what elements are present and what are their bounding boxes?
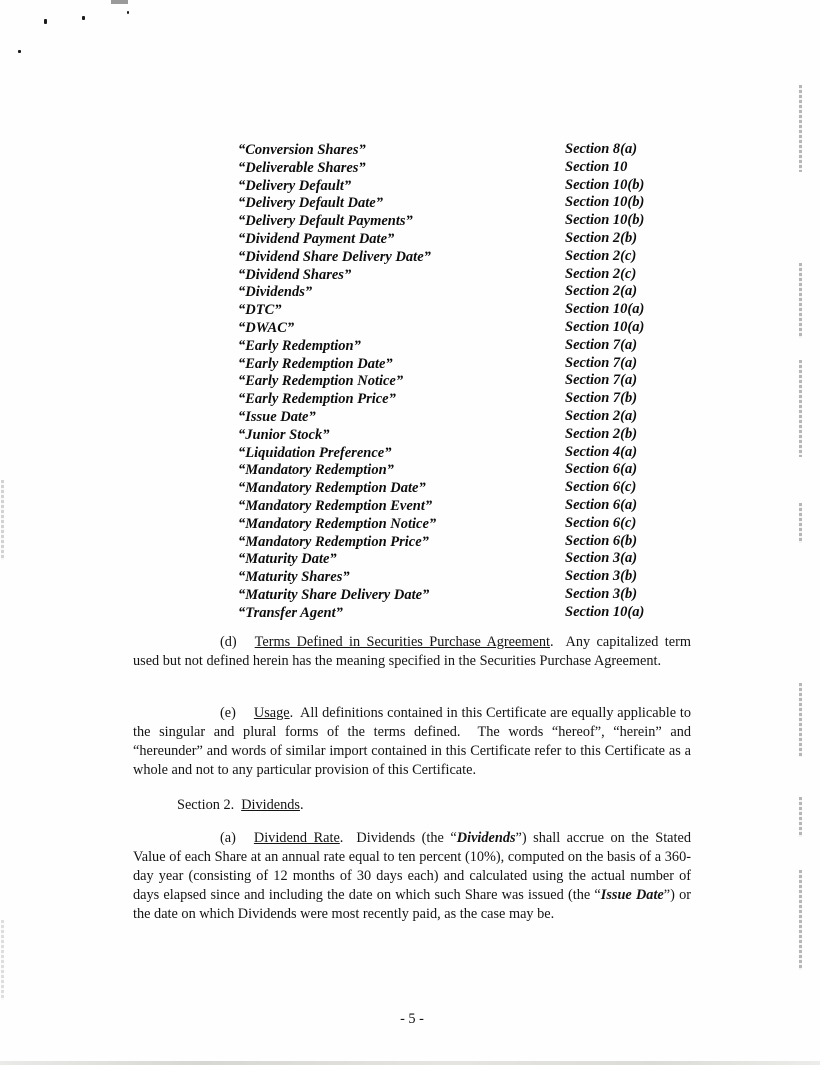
paragraph-d-label: (d) <box>220 634 237 650</box>
scan-speck <box>82 16 85 20</box>
section-2-label: Section 2. <box>177 797 235 813</box>
scan-edge-line <box>799 683 802 757</box>
term-section-ref: Section 2(c) <box>565 265 637 282</box>
scan-speck <box>127 11 129 14</box>
section-2-title: Dividends. <box>241 797 304 813</box>
term-section-ref: Section 10(b) <box>565 176 645 193</box>
section-2-heading <box>133 796 691 815</box>
scan-edge-line <box>799 870 802 970</box>
scan-edge-line <box>799 797 802 837</box>
term-name: “Junior Stock” <box>238 426 330 443</box>
defined-terms-list <box>238 141 708 622</box>
term-name: “Mandatory Redemption” <box>238 462 394 479</box>
term-row <box>238 372 708 390</box>
term-section-ref: Section 7(a) <box>565 336 638 353</box>
scan-edge-line <box>799 360 802 457</box>
term-row <box>238 266 708 284</box>
term-row <box>238 461 708 479</box>
term-row <box>238 355 708 373</box>
term-name: “Early Redemption” <box>238 337 361 354</box>
scan-edge-line <box>799 85 802 172</box>
term-row <box>238 337 708 355</box>
paragraph-a <box>133 829 691 924</box>
scan-speck <box>18 50 21 53</box>
term-row <box>238 319 708 337</box>
term-section-ref: Section 10(b) <box>565 212 645 229</box>
term-name: “Delivery Default Payments” <box>238 213 413 230</box>
term-row <box>238 479 708 497</box>
term-row <box>238 533 708 551</box>
term-section-ref: Section 10(a) <box>565 301 645 318</box>
term-row <box>238 586 708 604</box>
term-section-ref: Section 7(a) <box>565 354 638 371</box>
term-section-ref: Section 3(b) <box>565 585 638 602</box>
term-section-ref: Section 6(a) <box>565 461 638 478</box>
term-name: “Early Redemption Date” <box>238 355 393 372</box>
term-section-ref: Section 8(a) <box>565 141 638 157</box>
paragraph-d-text: Terms Defined in Securities Purchase Agreement. Any capitalized term used but not defined herein has the meaning specified in the Securities Purchase Agreement. <box>133 634 691 669</box>
term-section-ref: Section 6(b) <box>565 532 638 549</box>
term-name: “Transfer Agent” <box>238 604 343 621</box>
term-row <box>238 248 708 266</box>
term-row <box>238 212 708 230</box>
term-section-ref: Section 10 <box>565 158 628 175</box>
paragraph-e-label: (e) <box>220 705 236 721</box>
term-name: “Delivery Default” <box>238 177 352 194</box>
term-name: “DTC” <box>238 302 282 319</box>
term-section-ref: Section 4(a) <box>565 443 638 460</box>
term-row <box>238 568 708 586</box>
term-row <box>238 444 708 462</box>
paragraph-a-text: Dividend Rate. Dividends (the “Dividends”) shall accrue on the Stated Value of each Share at an annual rate equal to ten percent (10%), computed on the basis of a 360-day year (consisting of 12 months of 30 days each) and calculated using the actual number of days elapsed since and including the date on which such Share was issued (the “Issue Date”) or the date on which Dividends were most recently paid, as the case may be. <box>133 830 691 922</box>
paragraph-d <box>133 633 691 671</box>
scan-edge-line <box>1 920 4 1000</box>
term-section-ref: Section 2(a) <box>565 407 638 424</box>
term-section-ref: Section 2(a) <box>565 283 638 300</box>
term-name: “DWAC” <box>238 319 295 336</box>
scan-bottom-edge <box>0 1061 820 1065</box>
term-name: “Dividend Shares” <box>238 266 352 283</box>
term-section-ref: Section 10(a) <box>565 603 645 620</box>
scan-edge-line <box>799 263 802 338</box>
term-name: “Early Redemption Price” <box>238 391 396 408</box>
term-section-ref: Section 6(c) <box>565 514 637 531</box>
term-name: “Mandatory Redemption Event” <box>238 497 433 514</box>
term-name: “Maturity Share Delivery Date” <box>238 586 430 603</box>
term-name: “Delivery Default Date” <box>238 195 383 212</box>
page-number: - 5 - <box>400 1011 424 1027</box>
term-row <box>238 550 708 568</box>
paragraph-e <box>133 704 691 780</box>
term-section-ref: Section 10(a) <box>565 318 645 335</box>
term-name: “Dividends” <box>238 284 313 301</box>
term-section-ref: Section 2(b) <box>565 229 638 246</box>
term-row <box>238 141 708 159</box>
term-row <box>238 283 708 301</box>
term-row <box>238 159 708 177</box>
term-section-ref: Section 3(b) <box>565 568 638 585</box>
term-row <box>238 301 708 319</box>
term-row <box>238 408 708 426</box>
term-row <box>238 515 708 533</box>
term-section-ref: Section 6(c) <box>565 479 637 496</box>
term-name: “Liquidation Preference” <box>238 444 392 461</box>
term-row <box>238 194 708 212</box>
term-name: “Maturity Date” <box>238 551 337 568</box>
term-section-ref: Section 2(b) <box>565 425 638 442</box>
term-row <box>238 230 708 248</box>
term-name: “Early Redemption Notice” <box>238 373 404 390</box>
term-section-ref: Section 6(a) <box>565 496 638 513</box>
term-row <box>238 390 708 408</box>
scan-edge-line <box>1 480 4 560</box>
term-name: “Mandatory Redemption Notice” <box>238 515 437 532</box>
term-name: “Mandatory Redemption Date” <box>238 480 426 497</box>
term-name: “Deliverable Shares” <box>238 159 366 176</box>
term-name: “Issue Date” <box>238 408 316 425</box>
term-section-ref: Section 7(b) <box>565 390 638 407</box>
term-name: “Dividend Share Delivery Date” <box>238 248 431 265</box>
term-section-ref: Section 7(a) <box>565 372 638 389</box>
term-row <box>238 497 708 515</box>
term-row <box>238 426 708 444</box>
scan-speck <box>44 19 47 24</box>
term-row <box>238 604 708 622</box>
term-name: “Dividend Payment Date” <box>238 230 395 247</box>
term-name: “Mandatory Redemption Price” <box>238 533 429 550</box>
scan-edge-line <box>799 503 802 543</box>
term-name: “Conversion Shares” <box>238 142 366 158</box>
term-section-ref: Section 10(b) <box>565 194 645 211</box>
paragraph-e-text: Usage. All definitions contained in this Certificate are equally applicable to the singular and plural forms of the terms defined. The words “hereof”, “herein” and “hereunder” and words of similar import contained in this Certificate refer to this Certificate as a whole and not to any particular provision of this Certificate. <box>133 705 691 778</box>
scan-smudge <box>111 0 128 4</box>
term-name: “Maturity Shares” <box>238 569 350 586</box>
term-section-ref: Section 2(c) <box>565 247 637 264</box>
paragraph-a-label: (a) <box>220 830 236 846</box>
term-row <box>238 177 708 195</box>
term-section-ref: Section 3(a) <box>565 550 638 567</box>
